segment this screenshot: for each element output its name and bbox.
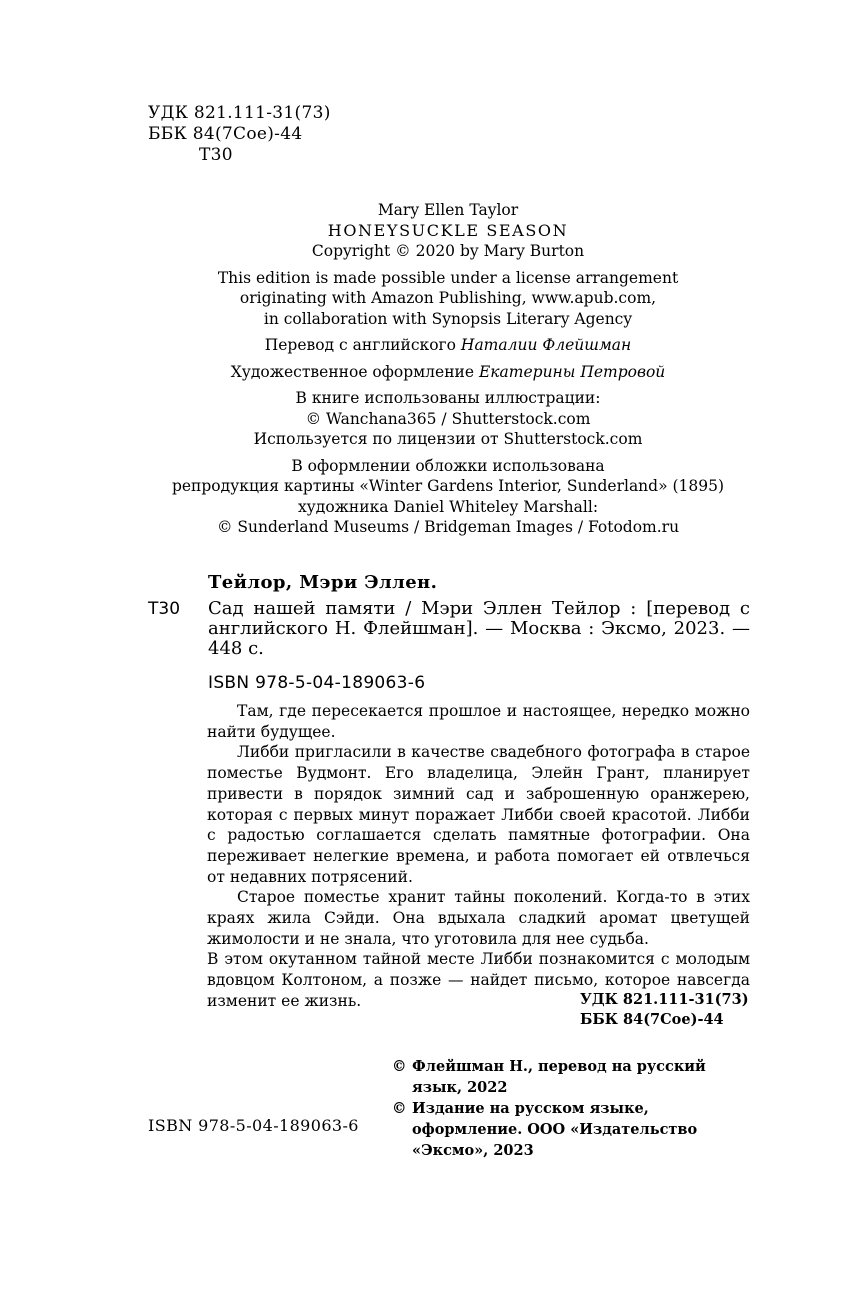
author-mark: Т30: [199, 145, 233, 165]
original-title: HONEYSUCKLE SEASON: [327, 220, 569, 240]
bibliographic-entry: [148, 599, 750, 659]
cover-credit-line: © Sunderland Museums / Bridgeman Images / Fotodom.ru: [216, 518, 680, 536]
top-classification-codes: [148, 103, 331, 166]
illustrations-line: Используется по лицензии от Shutterstock.com: [253, 430, 643, 448]
copyright-symbol: ©: [392, 1100, 407, 1117]
bibliographic-description: Сад нашей памяти / Мэри Эллен Тейлор : [перевод с английского Н. Флейшман]. — Москва : Эксмо, 2023. — 448 с.: [208, 598, 750, 659]
illustrations-line: В книге использованы иллюстрации:: [295, 389, 601, 407]
copyright-notice: [392, 1056, 750, 1098]
annotation-paragraph: Там, где пересекается прошлое и настоящее, нередко можно найти будущее.: [207, 702, 750, 741]
license-line: This edition is made possible under a license arrangement: [217, 268, 679, 287]
bbk-code: ББК 84(7Сое)-44: [148, 124, 303, 144]
bottom-classification-codes: [580, 990, 749, 1030]
copyright-notices: [392, 1056, 750, 1161]
copyright-line: Copyright © 2020 by Mary Burton: [311, 242, 585, 260]
annotation-paragraph: Старое поместье хранит тайны поколений. Когда-то в этих краях жила Сэйди. Она вдыхала сладкий аромат цветущей жимолости и не знала, что уготовила для нее судьба.: [207, 888, 750, 948]
udk-code: УДК 821.111-31(73): [580, 991, 749, 1008]
entry-code: Т30: [148, 599, 181, 619]
translator-name: Наталии Флейшман: [460, 336, 632, 354]
author-heading: Тейлор, Мэри Эллен.: [208, 572, 438, 593]
license-line: originating with Amazon Publishing, www.apub.com,: [239, 289, 657, 307]
cover-credit-line: репродукция картины «Winter Gardens Interior, Sunderland» (1895): [171, 477, 725, 495]
udk-code: УДК 821.111-31(73): [148, 103, 331, 123]
cover-credit-line: В оформлении обложки использована: [291, 456, 605, 475]
isbn-line: ISBN 978-5-04-189063-6: [208, 673, 426, 693]
original-author: Mary Ellen Taylor: [377, 201, 519, 219]
illustrations-line: © Wanchana365 / Shutterstock.com: [305, 409, 591, 428]
design-credit: [130, 362, 766, 383]
license-line: in collaboration with Synopsis Literary Agency: [263, 309, 633, 328]
copyright-symbol: ©: [392, 1058, 407, 1075]
cover-credit-line: художника Daniel Whiteley Marshall:: [297, 497, 599, 516]
copyright-notice: [392, 1098, 750, 1161]
design-prefix: Художественное оформление: [230, 362, 479, 381]
credits-block: [130, 200, 766, 538]
copyright-text: Флейшман Н., перевод на русский язык, 2022: [412, 1058, 706, 1096]
copyright-text: Издание на русском языке, оформление. ООО «Издательство «Эксмо», 2023: [412, 1100, 698, 1159]
annotation-paragraph: В этом окутанном тайной месте Либби познакомится с молодым вдовцом Колтоном, а позже — найдет письмо, которое навсегда изменит ее жизнь.: [207, 950, 750, 1010]
bibliographic-record: [148, 573, 750, 693]
bbk-code: ББК 84(7Сое)-44: [580, 1011, 724, 1028]
annotation: [207, 701, 750, 1012]
isbn-bottom: ISBN 978-5-04-189063-6: [148, 1116, 359, 1135]
translation-credit: [130, 335, 766, 356]
translation-prefix: Перевод с английского: [264, 336, 461, 354]
designer-name: Екатерины Петровой: [478, 362, 666, 381]
annotation-paragraph: Либби пригласили в качестве свадебного фотографа в старое поместье Вудмонт. Его владелица, Элейн Грант, планирует привести в порядок зимний сад и заброшенную оранжерею, которая с первых минут поражает Либби своей красотой. Либби с радостью соглашается сделать памятные фотографии. Она переживает нелегкие времена, и работа помогает ей отвлечься от недавних потрясений.: [207, 743, 750, 886]
